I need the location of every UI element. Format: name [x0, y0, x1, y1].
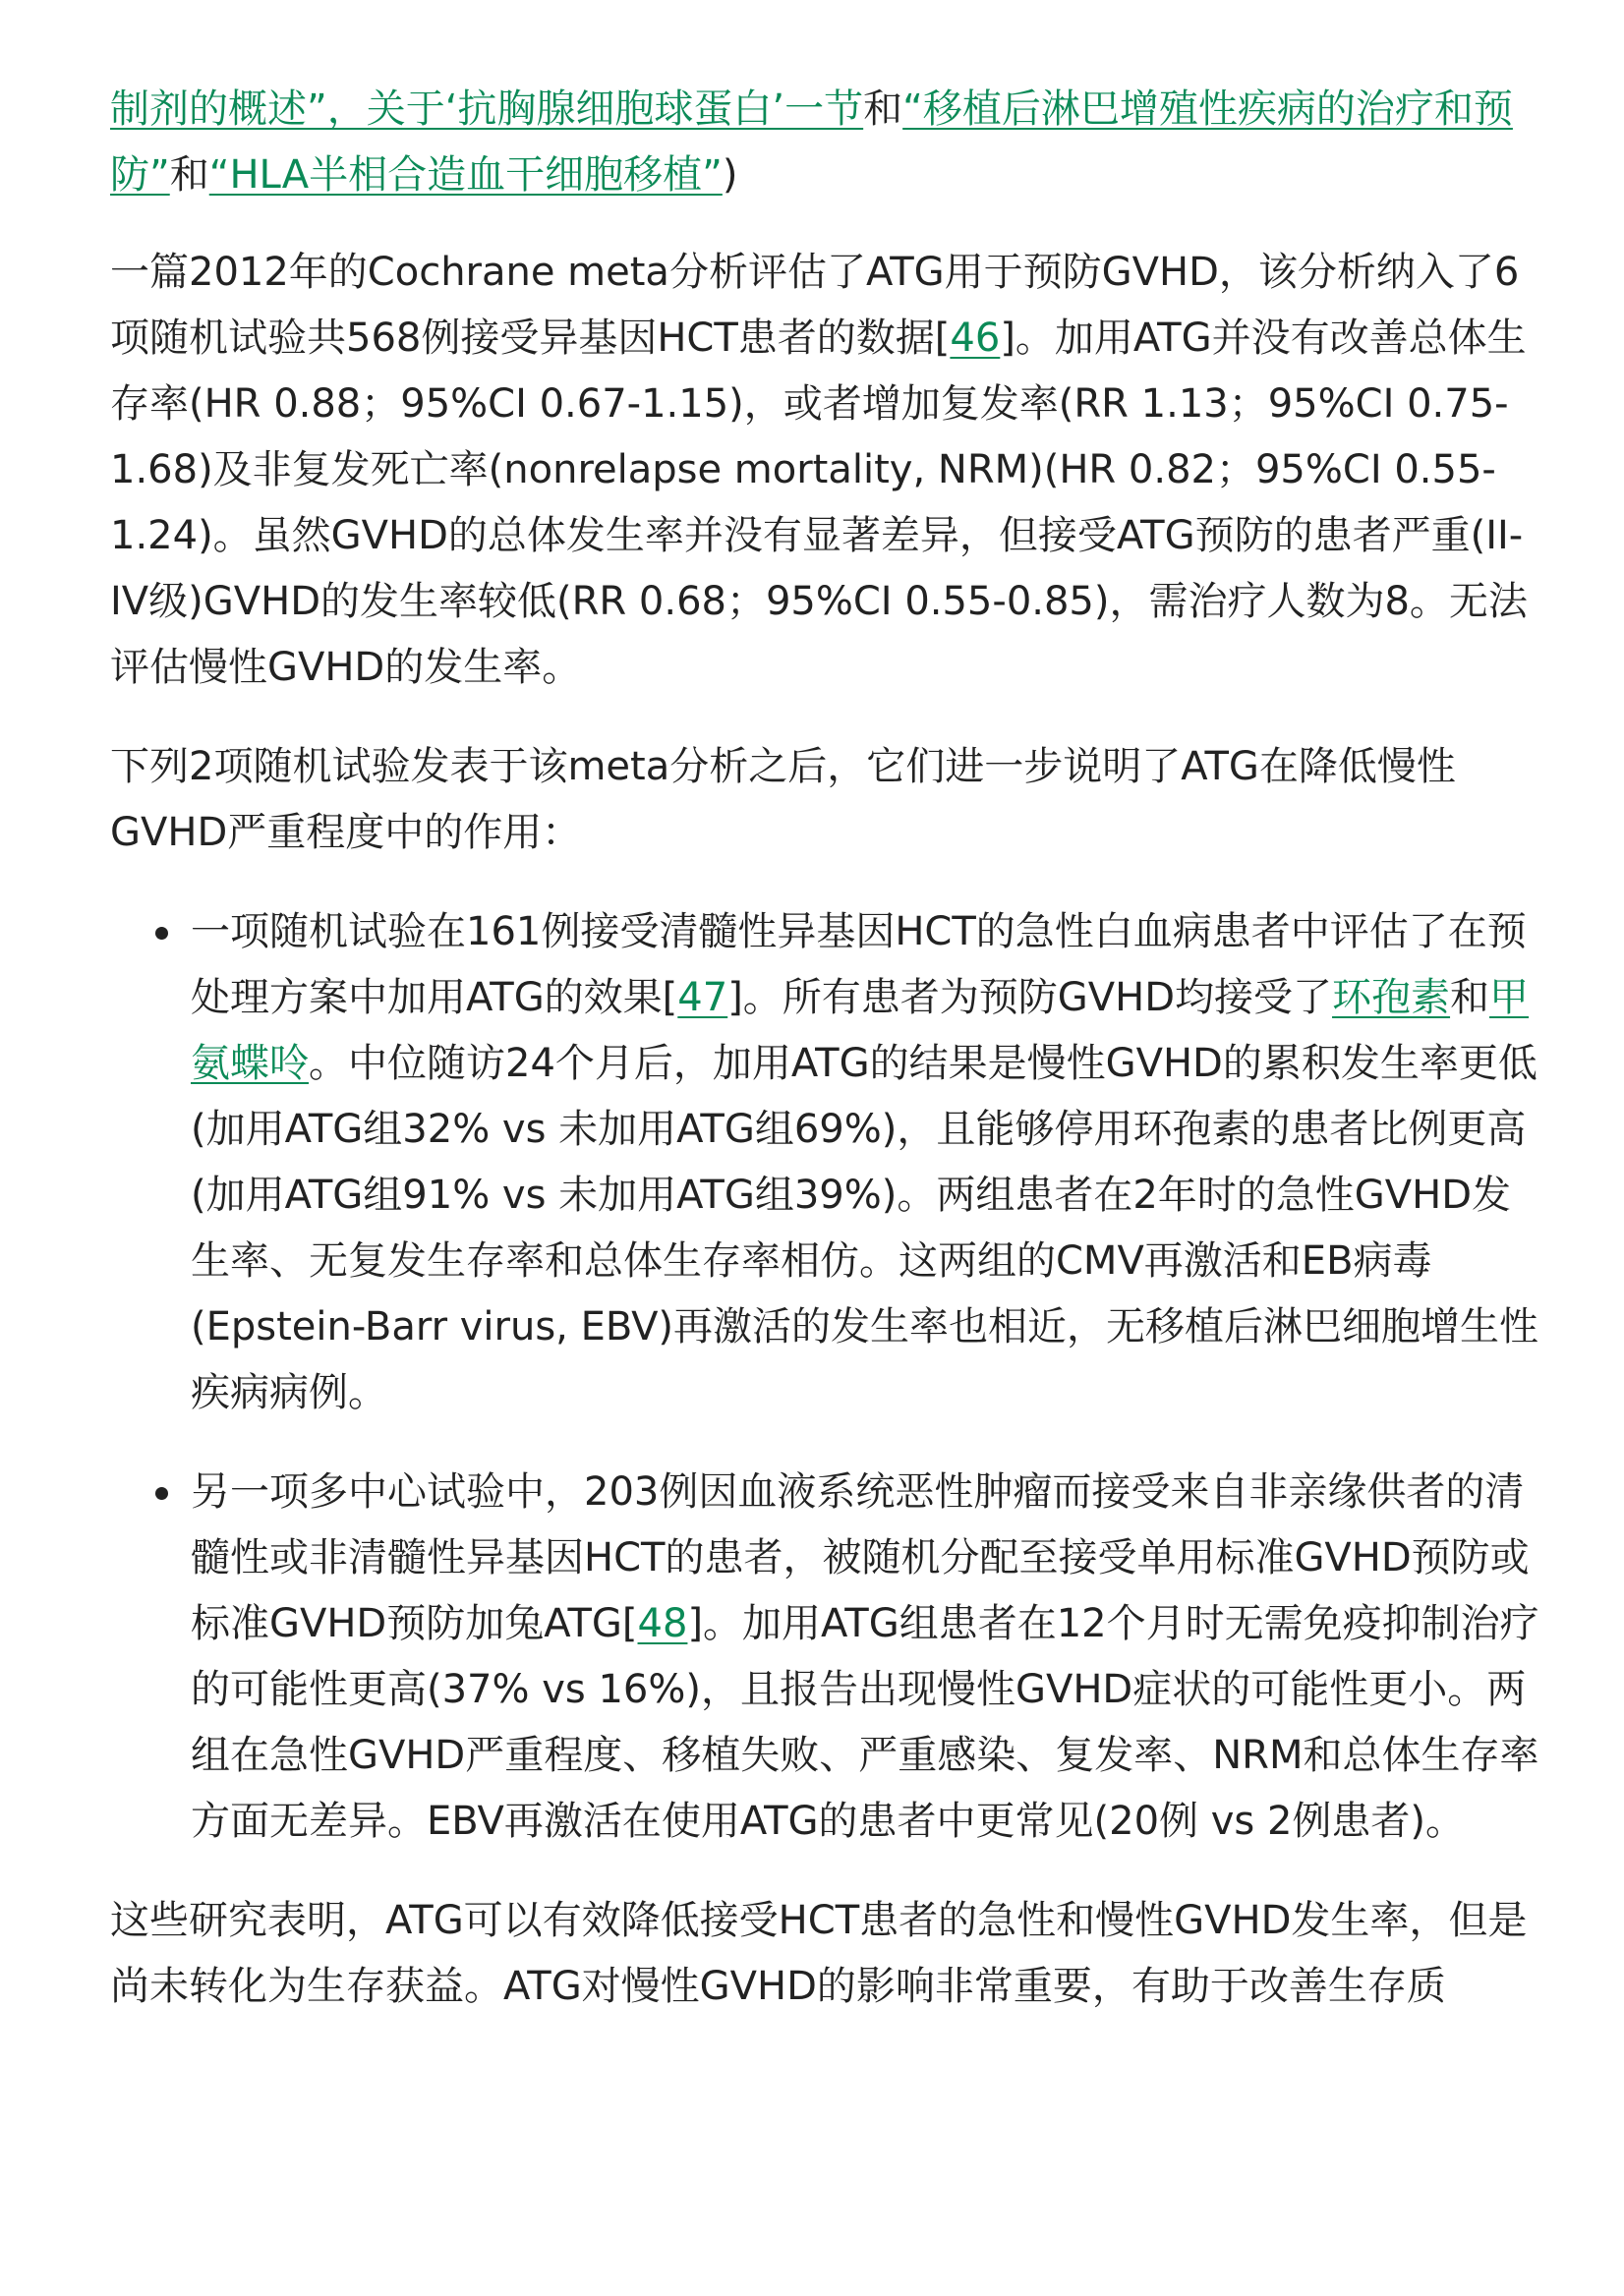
text-span: ]。加用ATG并没有改善总体生存率(HR 0.88；95%CI 0.67-1.15)，或者增加复发率(RR 1.13；95%CI 0.75-1.68)及非复发死亡率(nonrelapse mortality, NRM)(HR 0.82；95%CI 0.55-1.24)。虽然GVHD的总体发生率并没有显著差异，但接受ATG预防的患者严重(II-IV级)GVHD的发生率较低(RR 0.68；95%CI 0.55-0.85)，需治疗人数为8。无法评估慢性GVHD的发生率。 [110, 316, 1528, 690]
link-hla-haploidentical[interactable]: “HLA半相合造血干细胞移植” [208, 152, 723, 198]
reference-link-47[interactable]: 47 [677, 975, 728, 1020]
text-span: 和 [169, 152, 209, 198]
text-span: ]。加用ATG组患者在12个月时无需免疫抑制治疗的可能性更高(37% vs 16%)，且报告出现慢性GVHD症状的可能性更小。两组在急性GVHD严重程度、移植失败、严重感染、复发率、NRM和总体生存率方面无差异。EBV再激活在使用ATG的患者中更常见(20例 vs 2例患者)。 [191, 1601, 1539, 1844]
link-methotrexate[interactable]: 甲氨蝶呤 [191, 975, 1530, 1086]
text-span: 和 [1450, 975, 1490, 1020]
text-span: 和 [863, 86, 903, 132]
continued-paragraph [110, 77, 1545, 208]
paragraph-trials-intro: 下列2项随机试验发表于该meta分析之后，它们进一步说明了ATG在降低慢性GVHD严重程度中的作用： [110, 744, 1456, 855]
article-body [110, 77, 1545, 2020]
trial-list [110, 899, 1545, 1855]
reference-link-46[interactable]: 46 [950, 316, 1001, 361]
text-span: 一篇2012年的Cochrane meta分析评估了ATG用于预防GVHD，该分析纳入了6项随机试验共568例接受异基因HCT患者的数据[ [110, 250, 1520, 361]
text-span: 一项随机试验在161例接受清髓性异基因HCT的急性白血病患者中评估了在预处理方案中加用ATG的效果[ [191, 909, 1527, 1020]
list-item-trial-1 [191, 899, 1545, 1426]
link-cyclosporine[interactable]: 环孢素 [1332, 975, 1451, 1020]
text-span: ]。所有患者为预防GVHD均接受了 [727, 975, 1333, 1020]
list-item-trial-2 [191, 1460, 1545, 1855]
link-atg-section[interactable]: 制剂的概述”，关于‘抗胸腺细胞球蛋白’一节 [110, 86, 864, 132]
paragraph-cochrane-meta [110, 240, 1545, 701]
text-span: 。中位随访24个月后，加用ATG的结果是慢性GVHD的累积发生率更低(加用ATG组32% vs 未加用ATG组69%)，且能够停用环孢素的患者比例更高(加用ATG组91% vs 未加用ATG组39%)。两组患者在2年时的急性GVHD发生率、无复发生存率和总体生存率相仿。这两组的CMV再激活和EB病毒(Epstein-Barr virus, EBV)再激活的发生率也相近，无移植后淋巴细胞增生性疾病病例。 [191, 1041, 1539, 1415]
paragraph-conclusion: 这些研究表明，ATG可以有效降低接受HCT患者的急性和慢性GVHD发生率，但是尚未转化为生存获益。ATG对慢性GVHD的影响非常重要，有助于改善生存质 [110, 1898, 1528, 2009]
link-ptld-treatment[interactable]: “移植后淋巴增殖性疾病的治疗和预防” [110, 86, 1513, 198]
text-span: ) [722, 152, 738, 198]
text-span: 另一项多中心试验中，203例因血液系统恶性肿瘤而接受来自非亲缘供者的清髓性或非清髓性异基因HCT的患者，被随机分配至接受单用标准GVHD预防或标准GVHD预防加兔ATG[ [191, 1469, 1530, 1646]
reference-link-48[interactable]: 48 [637, 1601, 688, 1646]
